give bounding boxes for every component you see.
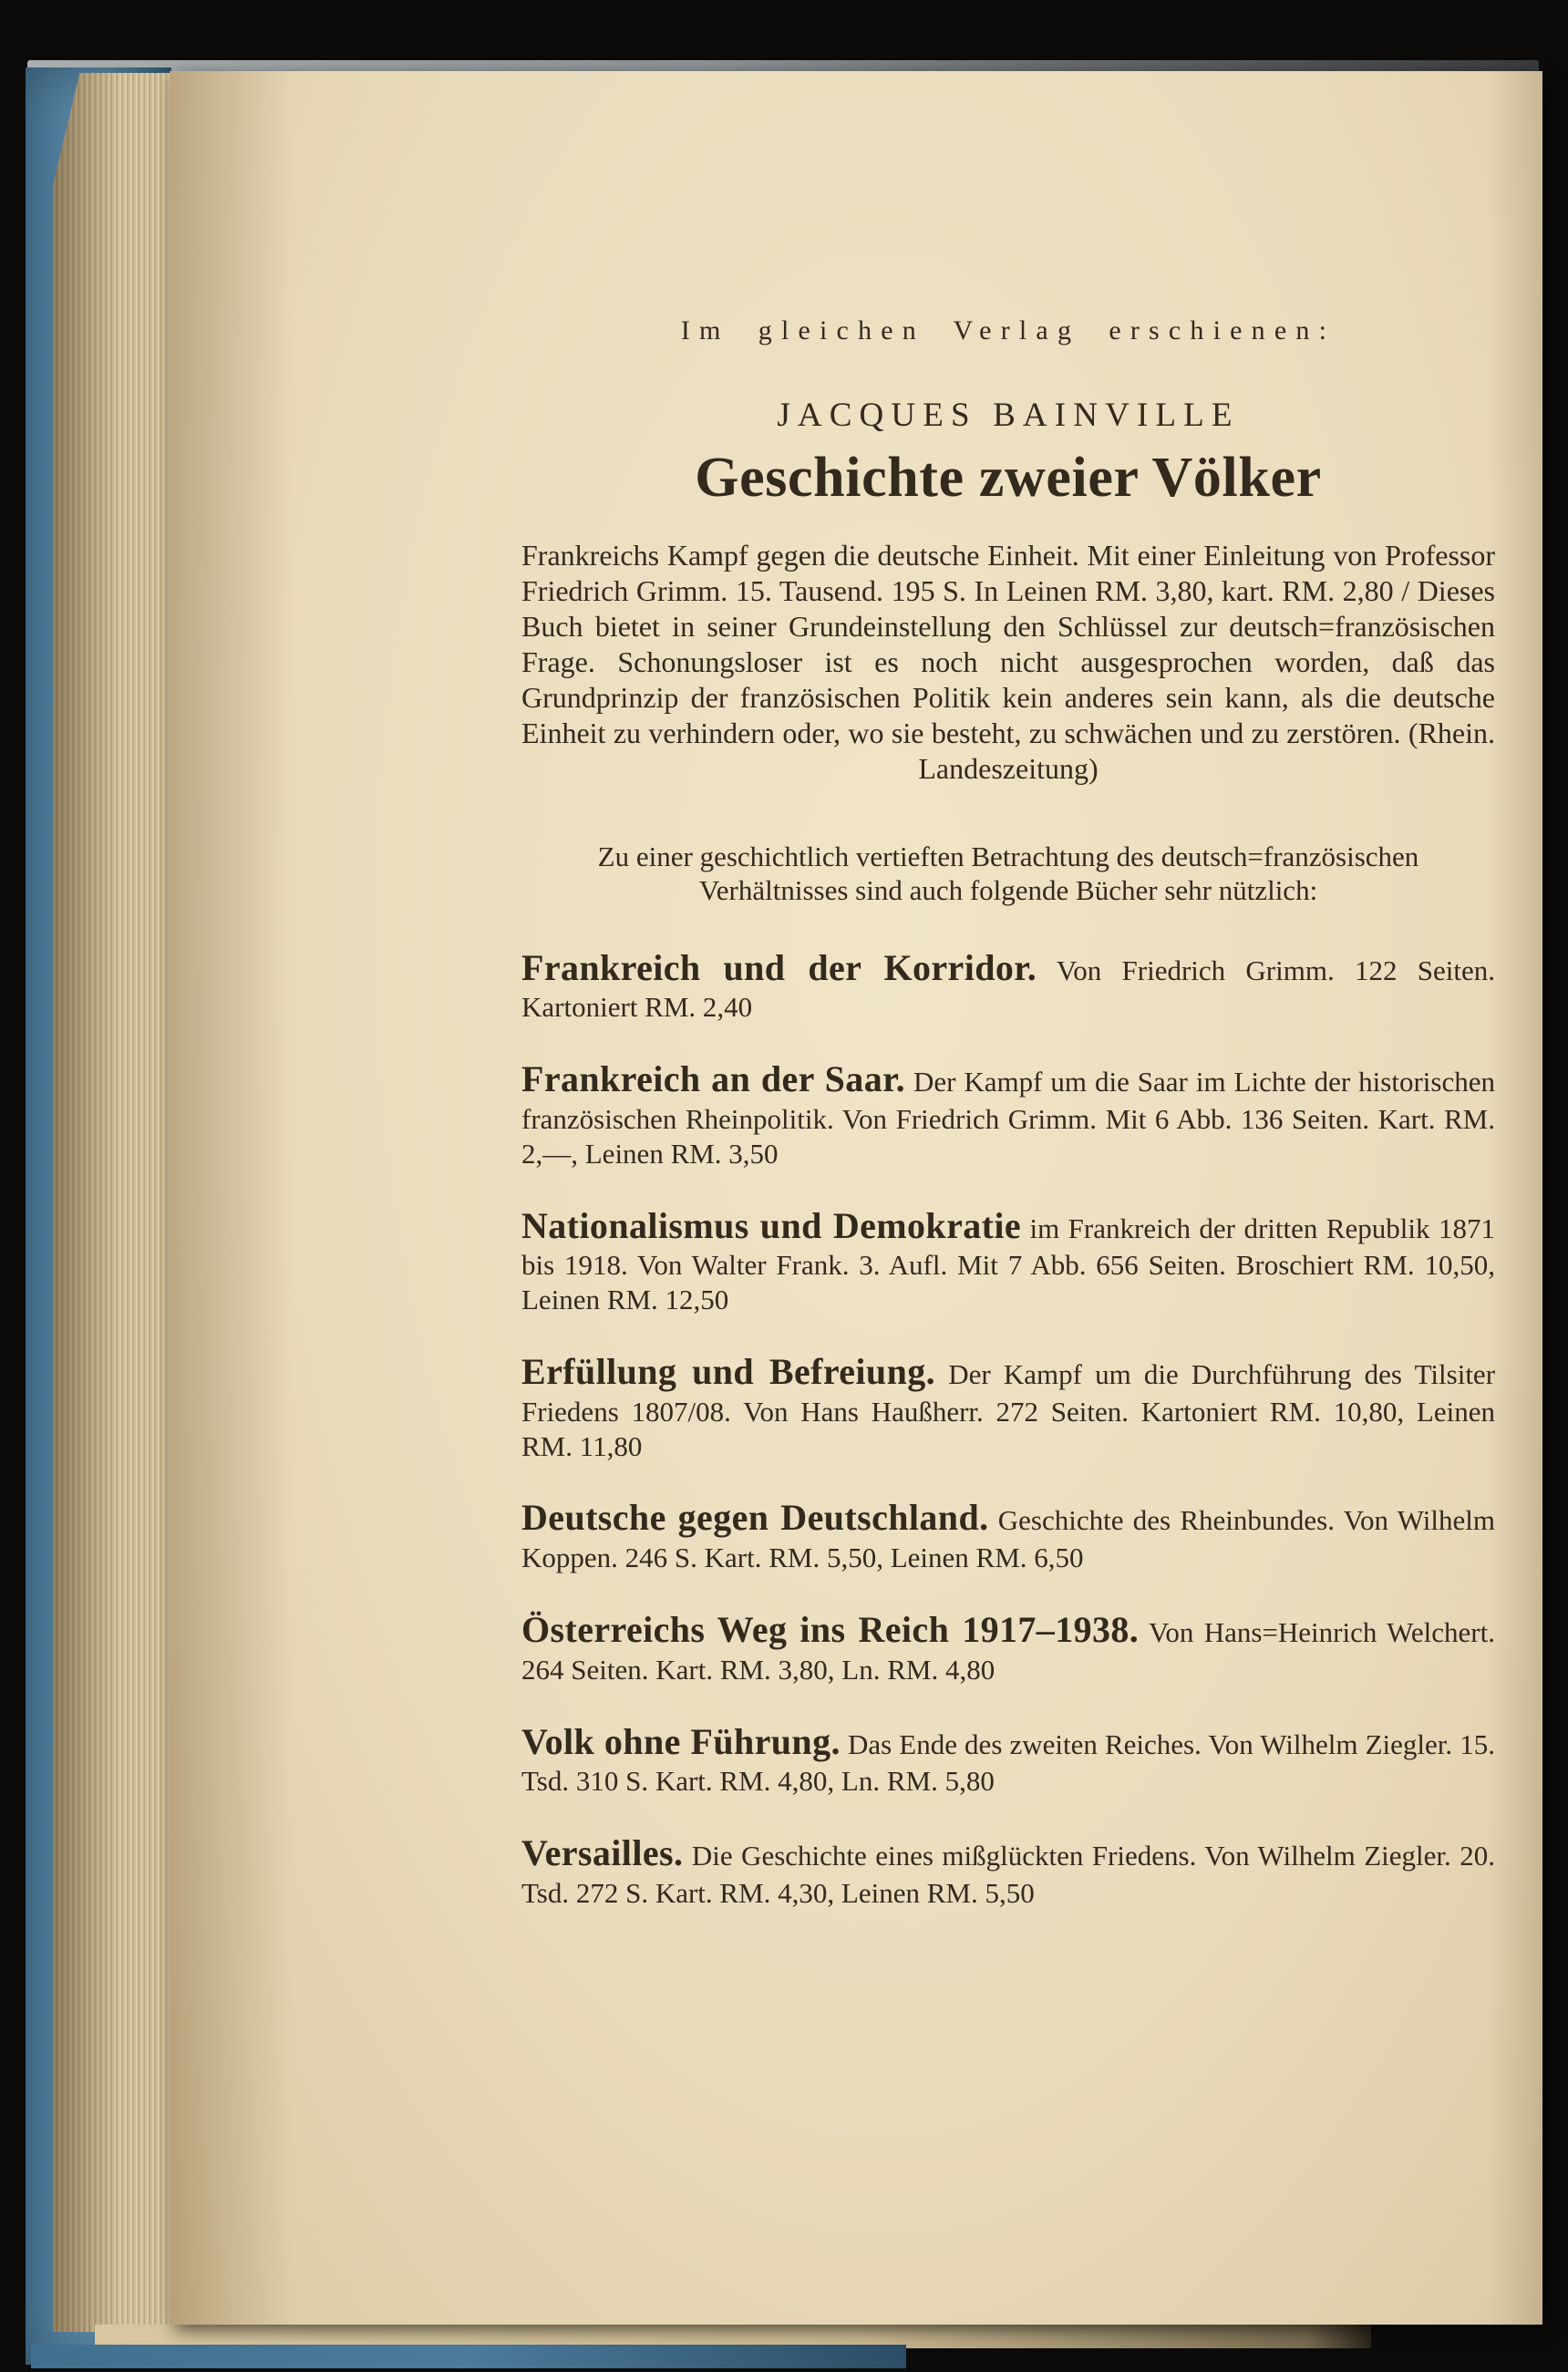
book-list — [521, 946, 1495, 1911]
bottom-cover-edge — [31, 2345, 906, 2368]
author-name: JACQUES BAINVILLE — [777, 397, 1240, 434]
list-intro: Zu einer geschichtlich vertieften Betrachtung des deutsch=französischen Verhältnisses sind auch folgende Bücher sehr nützlich: — [597, 841, 1419, 907]
book-item-details: Die Geschichte eines mißglückten Friedens. Von Wilhelm Ziegler. 20. Tsd. 272 S. Kart. RM. 4,30, Leinen RM. 5,50 — [521, 1840, 1495, 1910]
book-item-details: Geschichte des Rheinbundes. Von Wilhelm Koppen. 246 S. Kart. RM. 5,50, Leinen RM. 6,50 — [521, 1504, 1495, 1574]
book-item-details: Das Ende des zweiten Reiches. Von Wilhelm Ziegler. 15. Tsd. 310 S. Kart. RM. 4,80, Ln. RM. 5,80 — [521, 1727, 1495, 1798]
book-title-heading: Geschichte zweier Völker — [695, 447, 1322, 509]
list-item — [521, 1608, 1495, 1687]
page-content — [521, 71, 1495, 1911]
book-item-title: Erfüllung und Befreiung. — [521, 1351, 936, 1393]
list-item — [521, 1350, 1495, 1463]
book-item-title: Frankreich an der Saar. — [521, 1058, 905, 1100]
book-description: Frankreichs Kampf gegen die deutsche Einheit. Mit einer Einleitung von Professor Friedrich Grimm. 15. Tausend. 195 S. In Leinen RM. 3,80, kart. RM. 2,80 / Dieses Buch bietet in seiner Grundeinstellung den Schlüssel zur deutsch=französischen Frage. Schonungsloser ist es noch nicht ausgesprochen worden, daß das Grundprinzip der französischen Politik kein anderes sein kann, als die deutsche Einheit zu verhindern oder, wo sie besteht, zu schwächen und zu zerstören. (Rhein. Landeszeitung) — [521, 539, 1495, 786]
publisher-note: Im gleichen Verlag erschienen: — [680, 315, 1336, 345]
book-item-title: Volk ohne Führung. — [521, 1720, 841, 1762]
list-item — [521, 1831, 1495, 1911]
book-item-details: im Frankreich der dritten Republik 1871 bis 1918. Von Walter Frank. 3. Aufl. Mit 7 Abb. 656 Seiten. Broschiert RM. 10,50, Leinen RM. 12,50 — [521, 1212, 1495, 1316]
book-item-details: Von Friedrich Grimm. 122 Seiten. Kartoniert RM. 2,40 — [521, 954, 1495, 1024]
list-item — [521, 1204, 1495, 1317]
list-item — [521, 1720, 1495, 1800]
list-item — [521, 1057, 1495, 1171]
list-item — [521, 1496, 1495, 1575]
list-item — [521, 946, 1495, 1026]
book-page — [170, 71, 1542, 2325]
page-edges-stack — [53, 73, 175, 2332]
book-item-details: Der Kampf um die Saar im Lichte der historischen französischen Rheinpolitik. Von Friedrich Grimm. Mit 6 Abb. 136 Seiten. Kart. RM. 2,—, Leinen RM. 3,50 — [521, 1066, 1495, 1170]
book-item-title: Frankreich und der Korridor. — [521, 946, 1037, 988]
book-item-title: Nationalismus und Demokratie — [521, 1204, 1022, 1246]
book-item-title: Deutsche gegen Deutschland. — [521, 1497, 989, 1539]
book-item-title: Versailles. — [521, 1832, 684, 1874]
book-item-title: Österreichs Weg ins Reich 1917–1938. — [521, 1609, 1140, 1651]
book-item-details: Der Kampf um die Durchführung des Tilsiter Friedens 1807/08. Von Hans Haußherr. 272 Seiten. Kartoniert RM. 10,80, Leinen RM. 11,80 — [521, 1358, 1496, 1462]
book-item-details: Von Hans=Heinrich Welchert. 264 Seiten. Kart. RM. 3,80, Ln. RM. 4,80 — [521, 1616, 1495, 1686]
